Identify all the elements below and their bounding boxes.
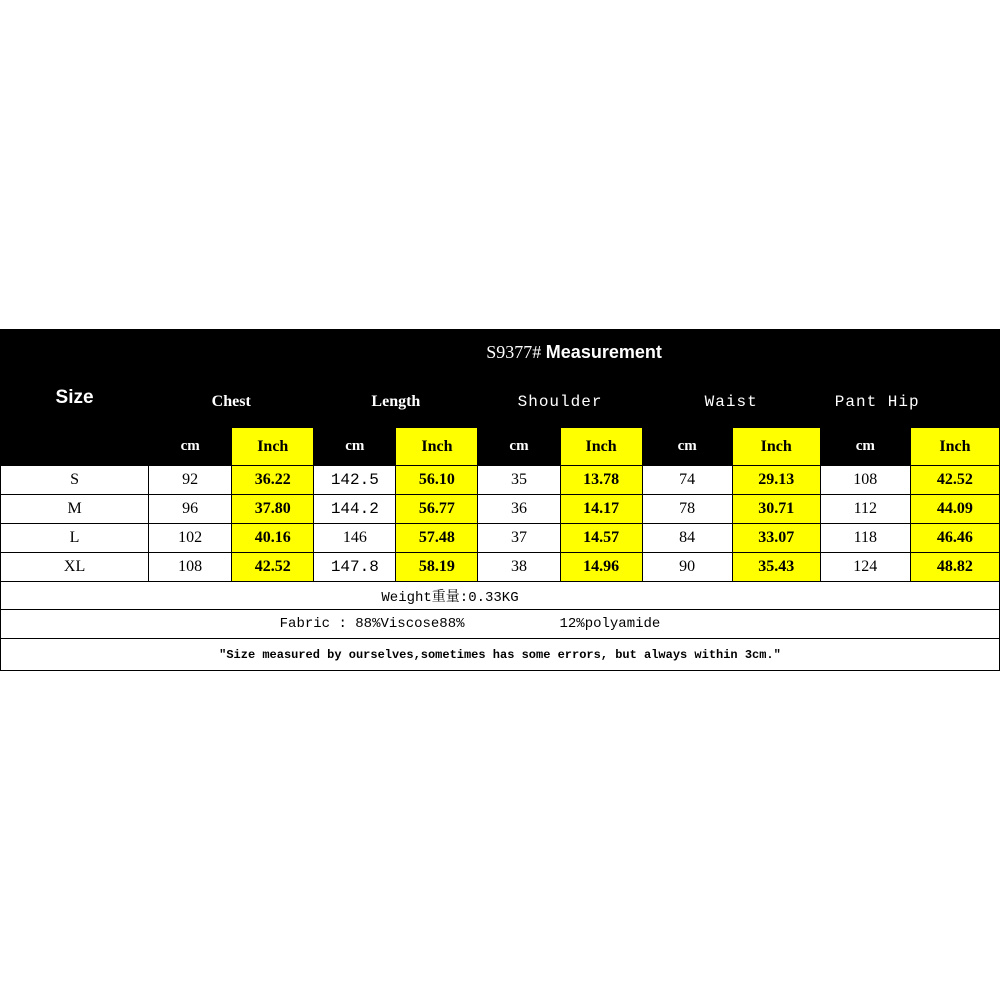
fabric-info [1,610,1000,639]
value-cm: 96 [149,495,232,524]
value-inch: 36.22 [232,466,314,495]
size-header: Size [1,330,149,466]
value-inch: 13.78 [560,466,642,495]
value-inch: 14.57 [560,524,642,553]
unit-cm: cm [314,428,396,466]
value-inch: 30.71 [732,495,820,524]
value-cm: 112 [820,495,910,524]
value-inch: 56.10 [396,466,478,495]
value-cm: 102 [149,524,232,553]
size-cell: XL [1,553,149,582]
value-cm: 108 [820,466,910,495]
fabric-extra: 12%polyamide [559,616,661,632]
value-inch: 42.52 [232,553,314,582]
table-row [1,553,1000,582]
fabric-value: 88%Viscose88% [355,616,465,632]
value-inch: 46.46 [910,524,999,553]
value-cm: 74 [642,466,732,495]
value-cm: 37 [478,524,560,553]
measure-pant-hip: Pant Hip [820,376,999,428]
measure-chest: Chest [149,376,314,428]
value-cm: 144.2 [314,495,396,524]
unit-inch: Inch [732,428,820,466]
value-cm: 108 [149,553,232,582]
value-inch: 35.43 [732,553,820,582]
value-cm: 90 [642,553,732,582]
value-inch: 14.96 [560,553,642,582]
table-row [1,524,1000,553]
unit-inch: Inch [396,428,478,466]
value-cm: 38 [478,553,560,582]
value-cm: 146 [314,524,396,553]
value-cm: 124 [820,553,910,582]
measure-shoulder: Shoulder [478,376,642,428]
unit-inch: Inch [232,428,314,466]
value-inch: 56.77 [396,495,478,524]
unit-cm: cm [478,428,560,466]
size-chart-table [0,329,1000,671]
title-code: S9377# [486,342,542,362]
value-inch: 58.19 [396,553,478,582]
unit-inch: Inch [560,428,642,466]
value-cm: 35 [478,466,560,495]
measure-length: Length [314,376,478,428]
value-inch: 40.16 [232,524,314,553]
size-cell: S [1,466,149,495]
measure-waist: Waist [642,376,820,428]
value-inch: 33.07 [732,524,820,553]
value-inch: 14.17 [560,495,642,524]
value-cm: 147.8 [314,553,396,582]
chart-title [149,330,1000,376]
value-cm: 84 [642,524,732,553]
unit-cm: cm [820,428,910,466]
value-cm: 36 [478,495,560,524]
value-cm: 142.5 [314,466,396,495]
value-inch: 48.82 [910,553,999,582]
value-inch: 42.52 [910,466,999,495]
unit-cm: cm [642,428,732,466]
table-row [1,466,1000,495]
value-cm: 78 [642,495,732,524]
table-row [1,495,1000,524]
fabric-label: Fabric : [279,616,347,632]
value-inch: 44.09 [910,495,999,524]
value-inch: 57.48 [396,524,478,553]
value-inch: 29.13 [732,466,820,495]
value-inch: 37.80 [232,495,314,524]
value-cm: 118 [820,524,910,553]
unit-inch: Inch [910,428,999,466]
title-text: Measurement [545,342,662,362]
size-cell: M [1,495,149,524]
weight-info: Weight重量:0.33KG [1,582,1000,610]
unit-cm: cm [149,428,232,466]
size-note: "Size measured by ourselves,sometimes has some errors, but always within 3cm." [1,639,1000,671]
size-cell: L [1,524,149,553]
value-cm: 92 [149,466,232,495]
